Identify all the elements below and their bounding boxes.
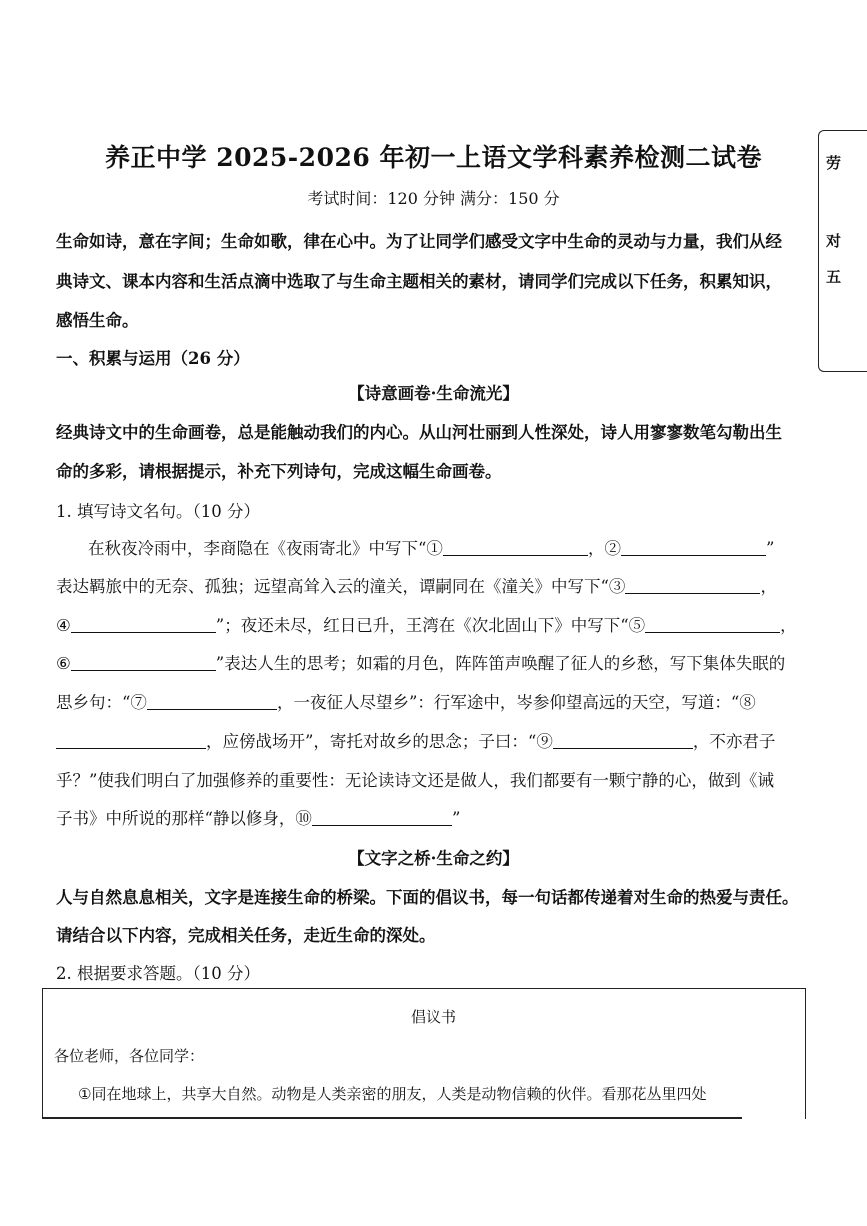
q1-text-2b: ，	[760, 577, 777, 596]
subsection-desc-2-line-1: 人与自然息息相关，文字是连接生命的桥梁。下面的倡议书，每一句话都传递着对生命的热爱与责任。	[56, 888, 799, 907]
answer-blank-10[interactable]	[312, 809, 452, 826]
subsection-desc-1-line-2: 命的多彩，请根据提示，补充下列诗句，完成这幅生命画卷。	[56, 462, 502, 481]
letter-greeting: 各位老师，各位同学：	[54, 1047, 205, 1065]
q1-text-3b: ”；夜还未尽，红日已升，王湾在《次北固山下》中写下“⑤	[215, 616, 646, 635]
q1-text-1b: ，②	[587, 539, 621, 558]
intro-line-2: 典诗文、课本内容和生活点滴中选取了与生命主题相关的素材，请同学们完成以下任务，积累知识，	[56, 272, 782, 291]
question-1-line-3	[56, 612, 797, 636]
answer-blank-4[interactable]	[71, 616, 216, 633]
letter-title: 倡议书	[410, 1008, 456, 1026]
q1-text-3c: ，	[780, 616, 797, 635]
q1-text-4a: ⑥	[56, 654, 71, 673]
letter-paragraph-1: ①同在地球上，共享大自然。动物是人类亲密的朋友，人类是动物信赖的伙伴。看那花丛里四处	[78, 1085, 707, 1103]
answer-blank-5[interactable]	[645, 616, 780, 633]
question-1-line-7: 乎？”使我们明白了加强修养的重要性：无论读诗文还是做人，我们都要有一颗宁静的心，做到《诫	[56, 771, 774, 790]
q1-text-6b: ，不亦君子	[692, 732, 776, 751]
q1-text-1a: 在秋夜冷雨中，李商隐在《夜雨寄北》中写下“①	[88, 539, 443, 558]
subsection-heading-1: 【诗意画卷·生命流光】	[348, 384, 519, 403]
answer-blank-2[interactable]	[621, 539, 766, 556]
q1-text-4b: ”表达人生的思考；如霜的月色，阵阵笛声唤醒了征人的乡愁，写下集体失眠的	[215, 654, 786, 673]
subsection-desc-1-line-1: 经典诗文中的生命画卷，总是能触动我们的内心。从山河壮丽到人性深处，诗人用寥寥数笔勾勒出生	[56, 423, 782, 442]
answer-blank-1[interactable]	[443, 539, 588, 556]
question-1-label: 1. 填写诗文名句。（10 分）	[56, 502, 260, 521]
q1-text-5b: ，一夜征人尽望乡”：行军途中，岑参仰望高远的天空，写道：“⑧	[276, 693, 756, 712]
side-char-2: 对	[826, 232, 842, 250]
q1-text-8b: ”	[451, 809, 461, 828]
question-1-line-2	[56, 573, 777, 597]
intro-line-1: 生命如诗，意在字间；生命如歌，律在心中。为了让同学们感受文字中生命的灵动与力量，我们从经	[56, 232, 782, 251]
answer-blank-7[interactable]	[147, 693, 277, 710]
answer-blank-8[interactable]	[56, 732, 206, 749]
question-1-line-6	[56, 728, 775, 752]
answer-blank-9[interactable]	[553, 732, 693, 749]
question-2-label: 2. 根据要求答题。（10 分）	[56, 964, 260, 983]
q1-text-5a: 思乡句：“⑦	[56, 693, 147, 712]
section-heading: 一、积累与运用（26 分）	[56, 349, 250, 368]
side-char-1: 劳	[826, 154, 842, 172]
q1-text-8a: 子书》中所说的那样“静以修身，⑩	[56, 809, 312, 828]
side-char-3: 五	[826, 268, 842, 286]
q1-text-6a: ，应傍战场开”，寄托对故乡的思念；子曰：“⑨	[206, 732, 553, 751]
answer-blank-3[interactable]	[625, 577, 760, 594]
q1-text-1c: ”	[765, 539, 775, 558]
exam-info: 考试时间：120 分钟 满分：150 分	[307, 189, 560, 208]
question-1-line-1	[88, 535, 774, 559]
intro-line-3: 感悟生命。	[56, 311, 139, 330]
question-1-line-4	[56, 650, 785, 674]
question-1-line-8	[56, 805, 460, 829]
q1-text-3a: ④	[56, 616, 71, 635]
question-1-line-5	[56, 689, 756, 713]
subsection-heading-2: 【文字之桥·生命之约】	[348, 849, 519, 868]
page-title: 养正中学 2025-2026 年初一上语文学科素养检测二试卷	[105, 143, 762, 172]
q1-text-2a: 表达羁旅中的无奈、孤独；远望高耸入云的潼关，谭嗣同在《潼关》中写下“③	[56, 577, 626, 596]
answer-blank-6[interactable]	[71, 654, 216, 671]
subsection-desc-2-line-2: 请结合以下内容，完成相关任务，走近生命的深处。	[56, 926, 436, 945]
proposal-letter-box-bottom	[42, 1117, 742, 1119]
